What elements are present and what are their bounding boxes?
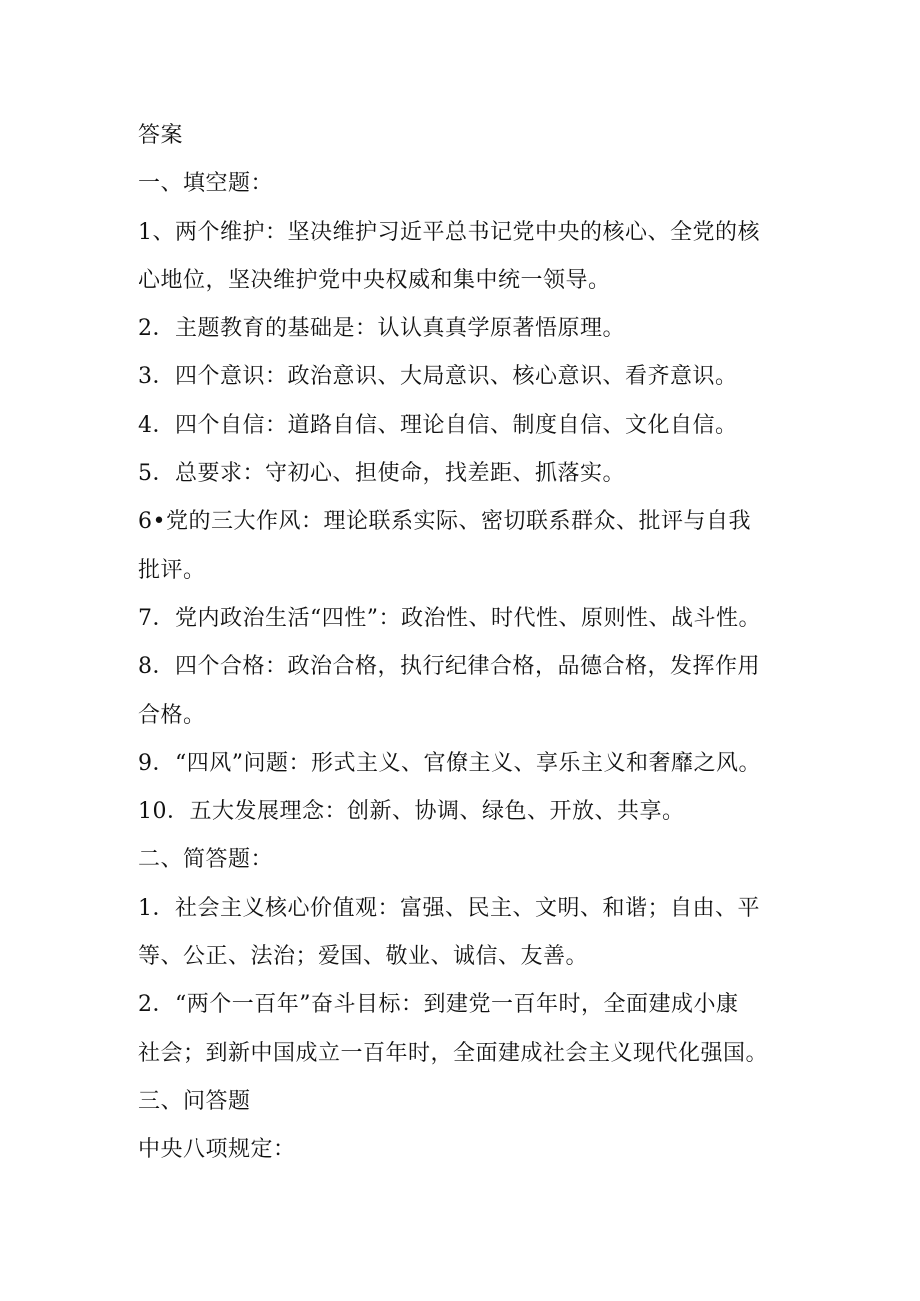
text-line: 2．“两个一百年”奋斗目标：到建党一百年时，全面建成小康 xyxy=(138,992,739,1018)
text-line: 9．“四风”问题：形式主义、官僚主义、享乐主义和奢靡之风。 xyxy=(138,750,761,776)
text-line: 合格。 xyxy=(138,702,206,728)
document-body xyxy=(138,112,803,1175)
text-line: 中央八项规定： xyxy=(138,1137,296,1163)
text-line: 心地位，坚决维护党中央权威和集中统一领导。 xyxy=(138,267,611,293)
text-line: 1、两个维护：坚决维护习近平总书记党中央的核心、全党的核 xyxy=(138,219,760,245)
section-heading-fill-in: 一、填空题： xyxy=(138,171,274,197)
text-line: 社会；到新中国成立一百年时，全面建成社会主义现代化强国。 xyxy=(138,1040,769,1066)
text-line: 4．四个自信：道路自信、理论自信、制度自信、文化自信。 xyxy=(138,412,738,438)
text-line: 1．社会主义核心价值观：富强、民主、文明、和谐；自由、平 xyxy=(138,895,760,921)
document-title: 答案 xyxy=(138,123,184,148)
text-line: 7．党内政治生活“四性”：政治性、时代性、原则性、战斗性。 xyxy=(138,605,761,631)
section-heading-questions: 三、问答题 xyxy=(138,1088,251,1114)
text-line: 8．四个合格：政治合格，执行纪律合格，品德合格，发挥作用 xyxy=(138,654,760,680)
text-line: 5．总要求：守初心、担使命，找差距、抓落实。 xyxy=(138,461,625,487)
text-line: 等、公正、法治；爱国、敬业、诚信、友善。 xyxy=(138,944,589,970)
text-line: 10．五大发展理念：创新、协调、绿色、开放、共享。 xyxy=(138,799,685,825)
text-line: 6•党的三大作风：理论联系实际、密切联系群众、批评与自我 xyxy=(138,509,751,535)
text-line: 3．四个意识：政治意识、大局意识、核心意识、看齐意识。 xyxy=(138,364,738,390)
section-heading-short-answer: 二、简答题： xyxy=(138,847,274,873)
text-line: 批评。 xyxy=(138,557,206,583)
text-line: 2．主题教育的基础是：认认真真学原著悟原理。 xyxy=(138,316,625,342)
